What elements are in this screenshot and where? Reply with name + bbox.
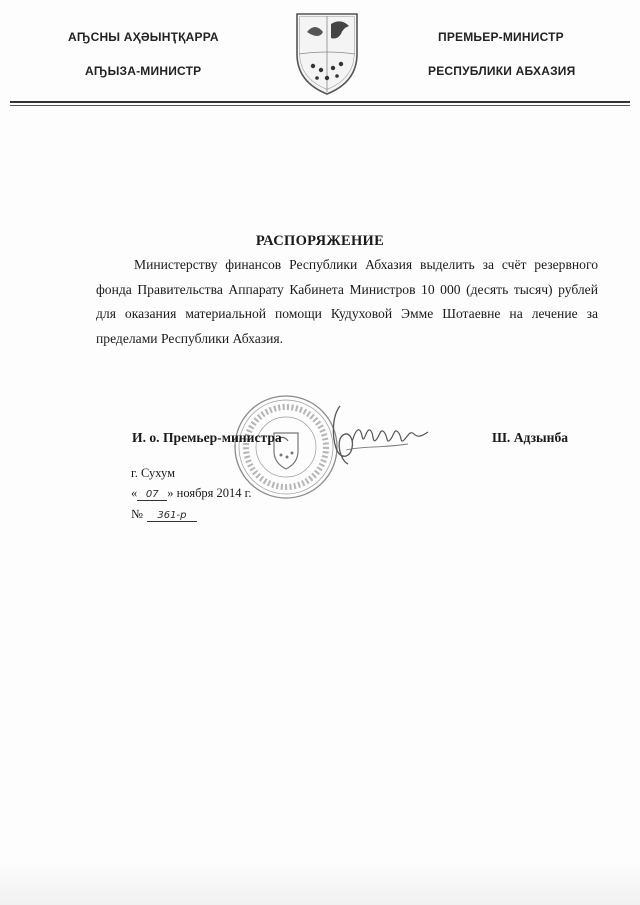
header-rule-thin bbox=[10, 105, 630, 106]
signatory-name: Ш. Адзынба bbox=[492, 430, 569, 445]
date-rest: » ноября 2014 г. bbox=[167, 486, 252, 500]
document-city: г. Сухум bbox=[131, 466, 176, 480]
header-right-line2: РЕСПУБЛИКИ АБХАЗИЯ bbox=[428, 64, 576, 78]
document-date bbox=[131, 486, 252, 501]
document-body: Министерству финансов Республики Абхазия выделить за счёт резервного фонда Правительства Аппарату Кабинета Министров 10 000 (десять тысяч) рублей для оказания материальной помощи Кудуховой Эмме Шотаевне на лечение за пределами Республики Абхазия. bbox=[96, 257, 598, 346]
document-number bbox=[131, 507, 197, 522]
header-right-line1: ПРЕМЬЕР-МИНИСТР bbox=[438, 30, 564, 44]
date-open-quote: « bbox=[131, 486, 138, 500]
date-day-handwritten: 07 bbox=[137, 489, 167, 501]
header-left-line2: АҦЫЗА-МИНИСТР bbox=[85, 64, 202, 78]
abkhazia-coat-of-arms-icon bbox=[293, 10, 361, 96]
header-rule-thick bbox=[10, 101, 630, 103]
number-label: № bbox=[131, 507, 143, 521]
handwritten-signature-icon bbox=[322, 402, 440, 472]
scan-edge-shade bbox=[0, 862, 640, 905]
document-title: РАСПОРЯЖЕНИЕ bbox=[255, 233, 385, 249]
number-value-handwritten: 361-р bbox=[147, 510, 197, 522]
header-left-line1: АҦСНЫ АҲӘЫНҬҚАРРА bbox=[68, 30, 219, 44]
signatory-position: И. о. Премьер-министра bbox=[132, 430, 282, 445]
